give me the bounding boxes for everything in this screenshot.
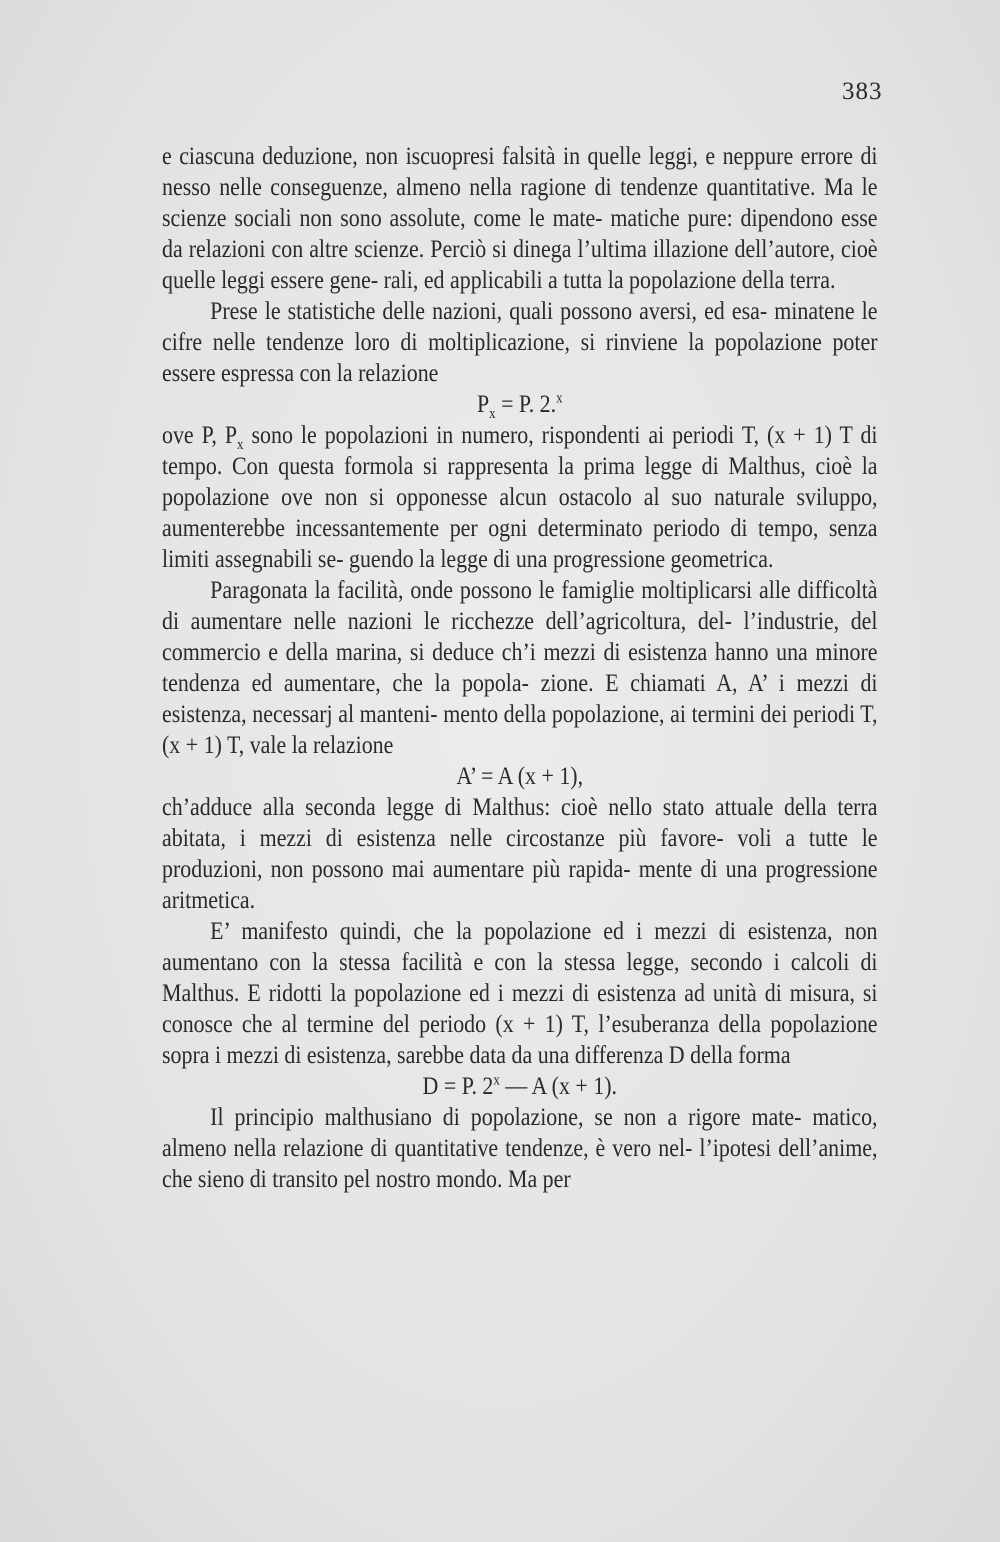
paragraph-1: e ciascuna deduzione, non iscuopresi falsità in quelle leggi, e neppure errore di nesso nelle conseguenze, almeno nella ragione di tendenze quantitative. Ma le scienze sociali non sono assolute, come le mate- matiche pure: dipendono esse da relazioni con altre scienze. Perciò si dinega l’ultima illazione dell’autore, cioè quelle leggi essere gene- rali, ed applicabili a tutta la popolazione della terra. <box>162 141 878 294</box>
formula-subsistence: A’ = A (x + 1), <box>456 761 584 790</box>
paragraph-2: Prese le statistiche delle nazioni, quali possono aversi, ed esa- minatene le cifre nelle tendenze loro di moltiplicazione, si rinviene la popolazione poter essere espressa con la relazione <box>162 296 878 387</box>
paragraph-5: ch’adduce alla seconda legge di Malthus: cioè nello stato attuale della terra abitata, i mezzi di esistenza nelle circostanze più favore- voli a tutte le produzioni, non possono mai aumentare più rapida- mente di una progressione aritmetica. <box>162 792 878 914</box>
paragraph-7: Il principio malthusiano di popolazione, se non a rigore mate- matico, almeno nella relazione di quantitative tendenze, è vero nel- l’ipotesi dell’anime, che sieno di transito pel nostro mondo. Ma per <box>162 1102 878 1193</box>
paragraph-4: Paragonata la facilità, onde possono le famiglie moltiplicarsi alle difficoltà di aumentare nelle nazioni le ricchezze dell’agricoltura, del- l’industrie, del commercio e della marina, si deduce ch’i mezzi di esistenza hanno una minore tendenza ed aumentare, che la popola- zione. E chiamati A, A’ i mezzi di esistenza, necessarj al manteni- mento della popolazione, ai termini dei periodi T, (x + 1) T, vale la relazione <box>162 575 878 759</box>
formula-population: $P_x = P$. 2.$^x$ <box>476 389 563 423</box>
paragraph-3: ove P, $P_x$ sono le popolazioni in numero, rispondenti ai periodi T, (x + 1) T di tempo. Con questa formola si rappresenta la prima legge di Malthus, cioè la popolazione ove non si opponesse alcun ostacolo al suo naturale sviluppo, aumenterebbe incessantemente per ogni determinato periodo di tempo, senza limiti assegnabili se- guendo la legge di una progressione geometrica. <box>162 420 878 573</box>
formula-difference: D = P. 2$^x$ — A (x + 1). <box>422 1071 617 1100</box>
paragraph-6: E’ manifesto quindi, che la popolazione ed i mezzi di esistenza, non aumentano con la stessa facilità e con la stessa legge, secondo i calcoli di Malthus. E ridotti la popolazione ed i mezzi di esistenza ad unità di misura, si conosce che al termine del periodo (x + 1) T, l’esuberanza della popolazione sopra i mezzi di esistenza, sarebbe data da una differenza D della forma <box>162 916 878 1069</box>
page-text <box>162 140 878 1194</box>
page-number: 383 <box>842 78 883 105</box>
